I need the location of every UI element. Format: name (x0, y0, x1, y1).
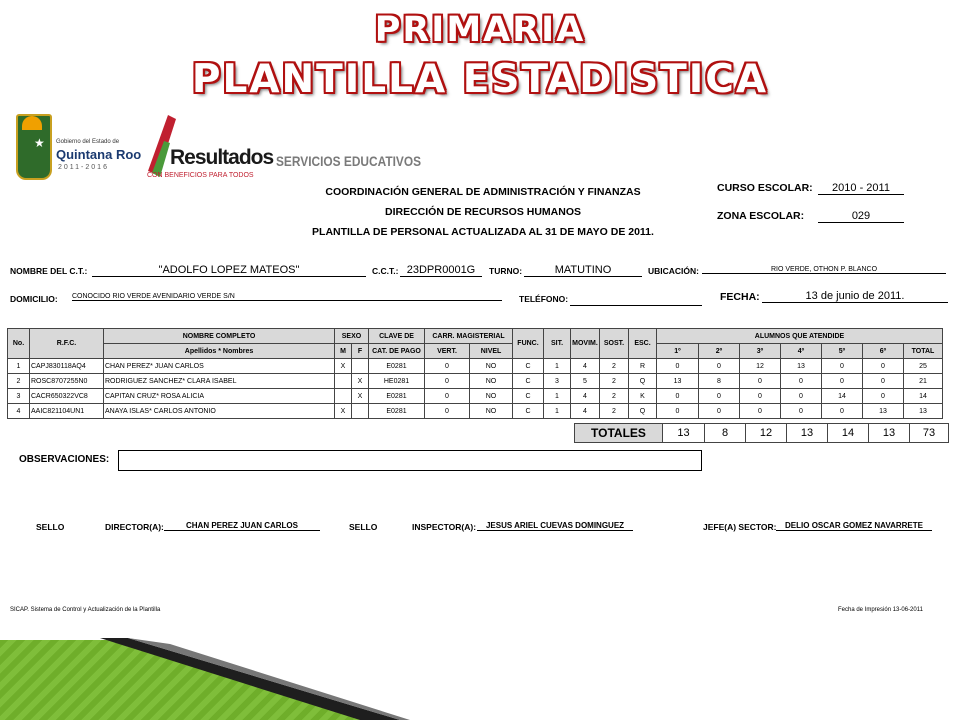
header-plantilla: PLANTILLA DE PERSONAL ACTUALIZADA AL 31 DE MAYO DE 2011. (312, 226, 654, 238)
table-cell: 4 (571, 359, 600, 374)
sello-inspector-label: SELLO (349, 522, 378, 532)
total-g4: 13 (787, 424, 828, 443)
table-cell: 0 (699, 389, 740, 404)
table-cell: 0 (740, 389, 781, 404)
table-cell: 0 (425, 374, 470, 389)
table-body (8, 359, 943, 419)
curso-escolar-label: CURSO ESCOLAR: (717, 182, 813, 194)
total-all: 73 (910, 424, 949, 443)
table-cell: 0 (822, 359, 863, 374)
table-cell: 13 (863, 404, 904, 419)
col-nombre: NOMBRE COMPLETO (104, 329, 335, 344)
table-cell: 12 (740, 359, 781, 374)
sello-director-label: SELLO (36, 522, 65, 532)
totals-table (574, 423, 949, 443)
table-cell: 13 (781, 359, 822, 374)
fecha-value: 13 de junio de 2011. (762, 290, 948, 303)
ubicacion-label: UBICACIÓN: (648, 266, 699, 276)
col-carr: CARR. MAGISTERIAL (425, 329, 513, 344)
table-cell: X (335, 404, 352, 419)
table-cell: Q (629, 374, 657, 389)
table-cell: CACR650322VC8 (30, 389, 104, 404)
table-cell: CAPJ830118AQ4 (30, 359, 104, 374)
table-cell: 25 (904, 359, 943, 374)
curso-escolar-value: 2010 - 2011 (818, 182, 904, 195)
table-cell: NO (470, 389, 513, 404)
table-cell: 3 (8, 389, 30, 404)
ubicacion-value: RIO VERDE, OTHON P. BLANCO (702, 266, 946, 274)
nombre-ct-value: "ADOLFO LOPEZ MATEOS" (92, 264, 366, 277)
table-cell (335, 389, 352, 404)
table-cell: X (352, 389, 369, 404)
table-cell: 0 (863, 389, 904, 404)
table-cell: 21 (904, 374, 943, 389)
table-cell: 14 (822, 389, 863, 404)
table-cell: C (513, 389, 544, 404)
col-nombre-sub: Apellidos * Nombres (104, 344, 335, 359)
fecha-label: FECHA: (720, 291, 760, 303)
table-cell: CAPITAN CRUZ* ROSA ALICIA (104, 389, 335, 404)
table-cell: 0 (863, 359, 904, 374)
col-vert: VERT. (425, 344, 470, 359)
personnel-table (7, 328, 943, 419)
table-cell: X (335, 359, 352, 374)
table-cell: 0 (657, 404, 699, 419)
table-cell: C (513, 374, 544, 389)
col-func: FUNC. (513, 329, 544, 359)
col-g6: 6º (863, 344, 904, 359)
table-cell: 8 (699, 374, 740, 389)
table-cell: NO (470, 359, 513, 374)
total-g6: 13 (869, 424, 910, 443)
header-coordinacion: COORDINACIÓN GENERAL DE ADMINISTRACIÓN Y FINANZAS (325, 186, 641, 198)
turno-label: TURNO: (489, 266, 523, 276)
table-cell: 1 (544, 389, 571, 404)
director-name: CHAN PEREZ JUAN CARLOS (164, 521, 320, 531)
zona-escolar-value: 029 (818, 210, 904, 223)
director-label: DIRECTOR(A): (105, 522, 164, 532)
table-cell: 2 (600, 359, 629, 374)
table-cell: RODRIGUEZ SANCHEZ* CLARA ISABEL (104, 374, 335, 389)
col-movim: MOVIM. (571, 329, 600, 359)
jefe-sector-name: DELIO OSCAR GOMEZ NAVARRETE (776, 521, 932, 531)
turno-value: MATUTINO (524, 264, 642, 277)
crest-star-icon: ★ (34, 136, 45, 150)
table-cell: C (513, 359, 544, 374)
table-cell: 0 (781, 404, 822, 419)
observaciones-field (118, 450, 702, 471)
col-sost: SOST. (600, 329, 629, 359)
table-cell: ROSC8707255N0 (30, 374, 104, 389)
table-cell (352, 404, 369, 419)
table-cell (335, 374, 352, 389)
total-g2: 8 (705, 424, 746, 443)
slide-title-plantilla: PLANTILLA ESTADISTICA (191, 57, 769, 102)
table-cell: NO (470, 374, 513, 389)
table-cell: X (352, 374, 369, 389)
gov-years: 2011-2016 (58, 164, 109, 171)
col-esc: ESC. (629, 329, 657, 359)
table-cell: 2 (8, 374, 30, 389)
table-cell: 2 (600, 404, 629, 419)
table-cell: 1 (8, 359, 30, 374)
inspector-name: JESUS ARIEL CUEVAS DOMINGUEZ (477, 521, 633, 531)
table-cell: K (629, 389, 657, 404)
total-g1: 13 (663, 424, 705, 443)
crest-sun-icon (22, 116, 42, 130)
table-cell: C (513, 404, 544, 419)
table-cell: 0 (863, 374, 904, 389)
table-cell: NO (470, 404, 513, 419)
gov-label: Gobierno del Estado de (56, 139, 120, 145)
zona-escolar-label: ZONA ESCOLAR: (717, 210, 805, 222)
domicilio-label: DOMICILIO: (10, 294, 58, 304)
table-cell: 5 (571, 374, 600, 389)
col-sexo: SEXO (335, 329, 369, 344)
col-total: TOTAL (904, 344, 943, 359)
col-m: M (335, 344, 352, 359)
table-cell: R (629, 359, 657, 374)
footer-fecha-impresion: Fecha de Impresión 13-06-2011 (838, 607, 923, 613)
table-row (8, 374, 943, 389)
total-g3: 12 (746, 424, 787, 443)
table-cell (352, 359, 369, 374)
table-cell: 2 (600, 389, 629, 404)
table-cell: 0 (781, 374, 822, 389)
table-cell: 0 (740, 404, 781, 419)
resultados-logo-text: Resultados (170, 146, 274, 169)
col-rfc: R.F.C. (30, 329, 104, 359)
dark-swoosh-decoration (0, 638, 960, 720)
table-cell: 0 (425, 389, 470, 404)
table-cell: 0 (657, 359, 699, 374)
table-cell: 4 (571, 404, 600, 419)
col-clave: CLAVE DE (369, 329, 425, 344)
col-sit: SIT. (544, 329, 571, 359)
servicios-educativos-label: SERVICIOS EDUCATIVOS (276, 153, 422, 169)
footer-sicap: SICAP. Sistema de Control y Actualización de la Plantilla (10, 607, 161, 613)
domicilio-value: CONOCIDO RIO VERDE AVENIDARIO VERDE S/N (72, 293, 502, 301)
table-cell: 0 (425, 359, 470, 374)
table-cell: CHAN PEREZ* JUAN CARLOS (104, 359, 335, 374)
table-cell: 0 (425, 404, 470, 419)
table-cell: 0 (822, 374, 863, 389)
table-cell: 0 (699, 404, 740, 419)
col-g1: 1º (657, 344, 699, 359)
gov-state-name: Quintana Roo (56, 147, 142, 162)
col-no: No. (8, 329, 30, 359)
table-row (8, 404, 943, 419)
table-cell: 13 (657, 374, 699, 389)
telefono-value (570, 291, 702, 306)
table-cell: 0 (822, 404, 863, 419)
slide-title-primaria: PRIMARIA (374, 10, 586, 50)
col-g3: 3º (740, 344, 781, 359)
table-cell: Q (629, 404, 657, 419)
table-cell: 4 (571, 389, 600, 404)
cct-value: 23DPR0001G (400, 264, 482, 277)
table-cell: E0281 (369, 359, 425, 374)
header-direccion: DIRECCIÓN DE RECURSOS HUMANOS (384, 206, 581, 218)
table-cell: 0 (699, 359, 740, 374)
col-g2: 2º (699, 344, 740, 359)
table-cell: AAIC821104UN1 (30, 404, 104, 419)
table-row (8, 389, 943, 404)
col-clave-sub: CAT. DE PAGO (369, 344, 425, 359)
total-g5: 14 (828, 424, 869, 443)
inspector-label: INSPECTOR(A): (412, 522, 477, 532)
observaciones-label: OBSERVACIONES: (19, 454, 110, 465)
table-cell: E0281 (369, 389, 425, 404)
resultados-slogan: CON BENEFICIOS PARA TODOS (147, 172, 254, 179)
col-alumnos: ALUMNOS QUE ATENDIDE (657, 329, 943, 344)
table-cell: 4 (8, 404, 30, 419)
table-row (8, 359, 943, 374)
cct-label: C.C.T.: (372, 266, 399, 276)
telefono-label: TELÉFONO: (519, 294, 569, 304)
col-f: F (352, 344, 369, 359)
table-cell: 1 (544, 404, 571, 419)
table-cell: E0281 (369, 404, 425, 419)
table-cell: 13 (904, 404, 943, 419)
table-cell: HE0281 (369, 374, 425, 389)
col-g5: 5º (822, 344, 863, 359)
col-nivel: NIVEL (470, 344, 513, 359)
table-cell: 1 (544, 359, 571, 374)
col-g4: 4º (781, 344, 822, 359)
nombre-ct-label: NOMBRE DEL C.T.: (10, 266, 88, 276)
table-cell: 0 (781, 389, 822, 404)
table-cell: ANAYA ISLAS* CARLOS ANTONIO (104, 404, 335, 419)
totals-label: TOTALES (575, 424, 663, 443)
table-cell: 2 (600, 374, 629, 389)
jefe-sector-label: JEFE(A) SECTOR: (703, 522, 777, 532)
table-cell: 14 (904, 389, 943, 404)
table-cell: 0 (657, 389, 699, 404)
table-cell: 3 (544, 374, 571, 389)
table-cell: 0 (740, 374, 781, 389)
